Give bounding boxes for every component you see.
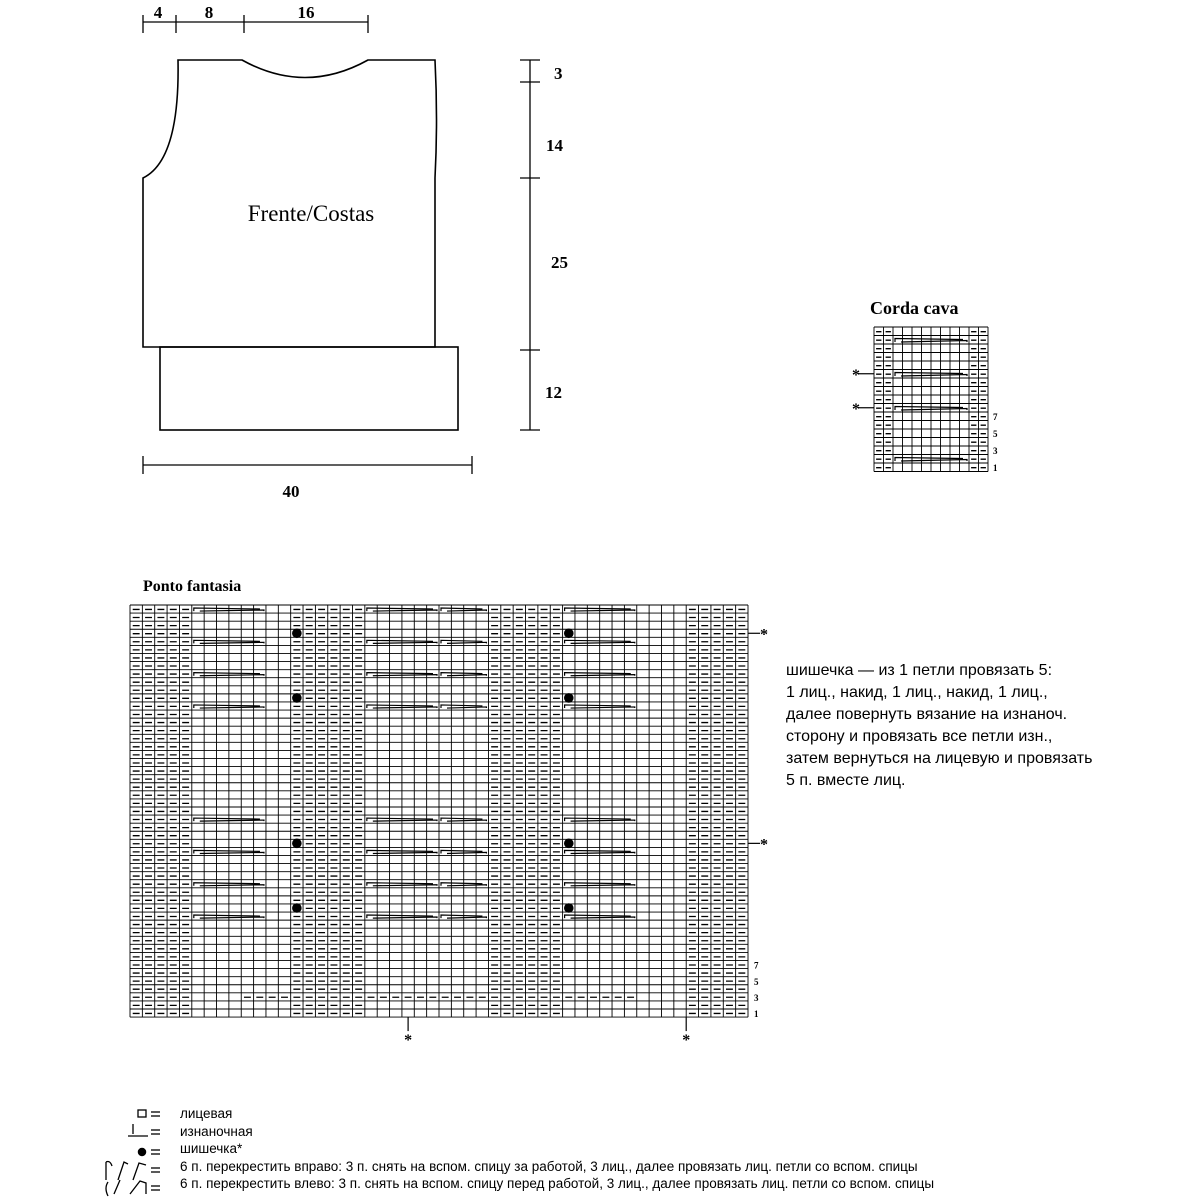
width-dim: 40 (282, 482, 300, 501)
bobble-note (786, 660, 1196, 792)
garment-rib (160, 347, 458, 430)
side-dim-1: 3 (554, 64, 563, 83)
bobble-dot (564, 693, 574, 703)
cable-left-icon (106, 1180, 160, 1196)
legend (180, 1105, 934, 1193)
bobble-dot (292, 693, 302, 703)
note-line: далее повернуть вязание на изнаноч. (786, 706, 1068, 723)
ponto-fantasia-markers (404, 626, 768, 1049)
side-dim-2: 14 (546, 136, 563, 155)
marker-star: * (760, 836, 768, 854)
top-dim-2: 8 (204, 3, 214, 22)
bobble-dot (564, 903, 574, 913)
row-label: 3 (993, 446, 998, 456)
legend-item-knit: лицевая (180, 1106, 233, 1121)
corda-cava-title: Corda cava (870, 298, 959, 318)
corda-cava-markers (852, 367, 874, 418)
corda-cava-row-labels (993, 412, 998, 473)
marker-star: * (682, 1032, 691, 1050)
row-label: 1 (993, 463, 998, 473)
row-label: 3 (754, 992, 759, 1003)
top-dim-1: 4 (153, 3, 163, 22)
row-label: 1 (754, 1009, 759, 1020)
legend-item-cable-left: 6 п. перекрестить влево: 3 п. снять на вспом. спицу перед работой, 3 лиц., далее провязать лиц. петли со вспом. спицы (180, 1176, 935, 1191)
row-label: 7 (754, 960, 759, 971)
marker-star: * (852, 366, 860, 384)
corda-cava-grid (874, 327, 988, 472)
top-dim-3: 16 (297, 3, 315, 22)
row-label: 5 (993, 429, 998, 439)
legend-item-cable-right: 6 п. перекрестить вправо: 3 п. снять на вспом. спицу за работой, 3 лиц., далее провязать лиц. петли со вспом. спицы (180, 1158, 918, 1174)
garment-label: Frente/Costas (247, 201, 375, 226)
note-line: шишечка — из 1 петли провязать 5: (786, 662, 1053, 679)
note-line: 1 лиц., накид, 1 лиц., накид, 1 лиц., (786, 684, 1048, 701)
note-line: сторону и провязать все петли изн., (786, 728, 1053, 745)
row-label: 5 (754, 976, 759, 987)
bobble-dot (564, 628, 574, 638)
side-dim-3: 25 (551, 253, 568, 272)
ponto-fantasia-grid (130, 605, 748, 1017)
legend-symbols (106, 1110, 160, 1196)
square-outline-icon (138, 1110, 160, 1117)
garment-schematic (143, 60, 458, 430)
marker-star: * (760, 626, 768, 644)
marker-star: * (852, 400, 860, 418)
marker-star: * (404, 1032, 413, 1050)
side-dim-4: 12 (545, 383, 562, 402)
bobble-dot (292, 628, 302, 638)
ponto-fantasia-title: Ponto fantasia (143, 578, 242, 595)
note-line: 5 п. вместе лиц. (786, 772, 906, 789)
note-line: затем вернуться на лицевую и провязать (786, 750, 1093, 767)
dash-icon (128, 1124, 160, 1136)
side-dimension (520, 60, 540, 430)
ponto-fantasia-row-labels (754, 961, 759, 1019)
bobble-dot (564, 839, 574, 849)
row-label: 7 (993, 412, 998, 422)
grid-lines (130, 605, 748, 1017)
grid-lines (874, 327, 988, 472)
legend-item-purl: изнаночная (180, 1123, 253, 1139)
cable-right-icon (106, 1162, 160, 1181)
dot-icon (138, 1148, 160, 1155)
top-dimension (143, 15, 368, 33)
bobble-dot (292, 839, 302, 849)
legend-item-bobble: шишечка* (180, 1141, 243, 1156)
bobble-dot (292, 903, 302, 913)
width-dimension (143, 456, 472, 474)
